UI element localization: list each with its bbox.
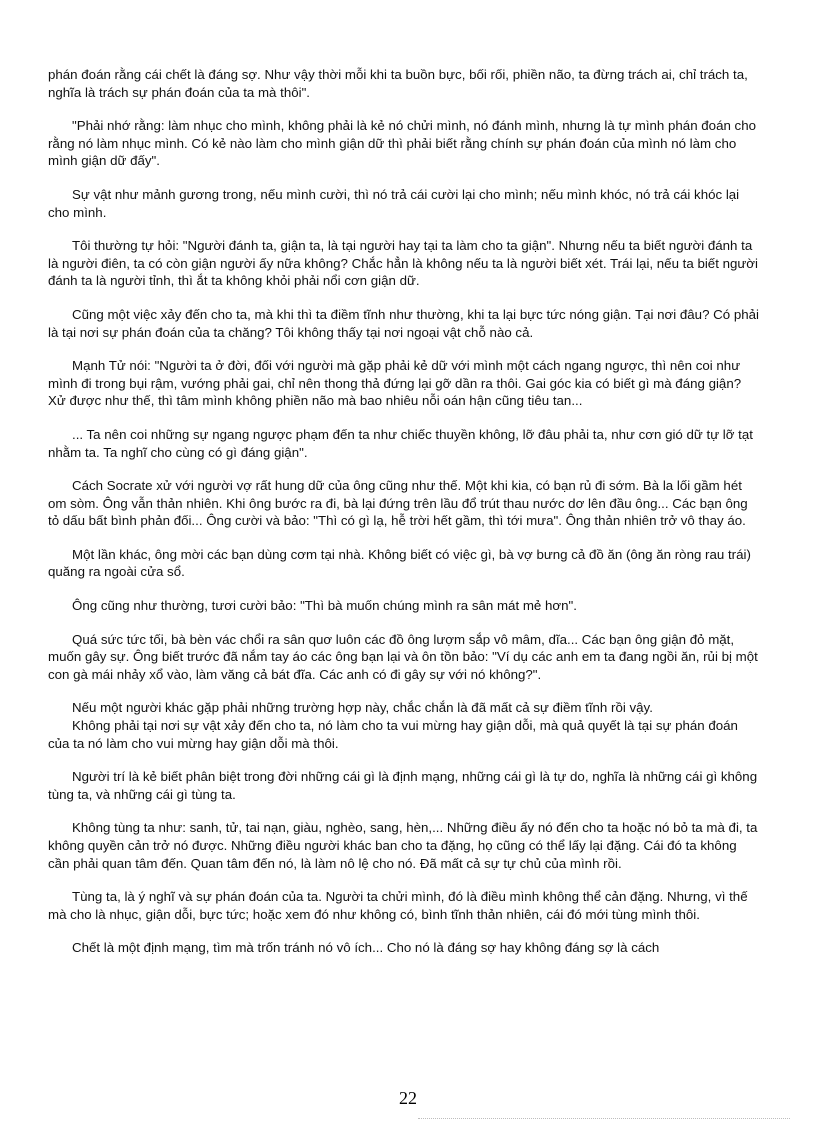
paragraph: Một lần khác, ông mời các bạn dùng cơm tại nhà. Không biết có việc gì, bà vợ bưng cả đồ ăn (ông ăn ròng rau trái) quăng ra ngoài cửa sổ. <box>48 546 751 580</box>
document-body <box>48 66 760 973</box>
page-number: 22 <box>399 1088 417 1108</box>
paragraph: Nếu một người khác gặp phải những trường hợp này, chắc chắn là đã mất cả sự điềm tĩnh rồi vậy. <box>72 700 653 716</box>
paragraph: Sự vật như mảnh gương trong, nếu mình cười, thì nó trả cái cười lại cho mình; nếu mình khóc, nó trả cái khóc lại cho mình. <box>48 186 740 220</box>
paragraph: Người trí là kẻ biết phân biệt trong đời những cái gì là định mạng, những cái gì là tự do, nghĩa là những cái gì không tùng ta, và những cái gì tùng ta. <box>48 769 758 802</box>
paragraph: Cũng một việc xảy đến cho ta, mà khi thì ta điềm tĩnh như thường, khi ta lại bực tức nóng giận. Tại nơi đâu? Có phải là tại nơi sự phán đoán của ta chăng? Tôi không thấy tại nơi ngoại vật chỗ nào cả. <box>48 306 759 340</box>
paragraph: Không tùng ta như: sanh, tử, tai nạn, giàu, nghèo, sang, hèn,... Những điều ấy nó đến cho ta hoặc nó bỏ ta mà đi, ta không quyền cản trở nó được. Những điều người khác ban cho ta đặng, họ cũng có thể lấy lại đặng. Cái đó ta không cần phải quan tâm đến. Quan tâm đến nó, là làm nô lệ cho nó. Đã mất cả sự tự chủ của mình rồi. <box>48 820 758 871</box>
paragraph: Tôi thường tự hỏi: "Người đánh ta, giận ta, là tại người hay tại ta làm cho ta giận". Nhưng nếu ta biết người đánh ta là người điên, ta có còn giận người ấy nữa không? Chắc hẳn là không nếu ta là người biết xét. Trái lại, nếu ta biết người đánh ta là người tỉnh, thì ắt ta không khỏi phải nổi cơn giận dữ. <box>48 238 758 289</box>
paragraph: Không phải tại nơi sự vật xảy đến cho ta, nó làm cho ta vui mừng hay giận dỗi, mà quả quyết là tại sự phán đoán của ta nó làm cho vui mừng hay giận dỗi mà thôi. <box>48 718 738 751</box>
paragraph: Tùng ta, là ý nghĩ và sự phán đoán của ta. Người ta chửi mình, đó là điều mình không thể cản đặng. Nhưng, vì thế mà cho là nhục, giận dỗi, bực tức; hoặc xem đó như không có, bình tĩnh thản nhiên, cái đó mới tùng mình thôi. <box>48 889 748 922</box>
paragraph: "Phải nhớ rằng: làm nhục cho mình, không phải là kẻ nó chửi mình, nó đánh mình, nhưng là tự mình phán đoán cho rằng nó làm nhục mình. Có kẻ nào làm cho mình giận dữ thì phải biết rằng chính sự phán đoán của mình nó làm cho mình giận dữ đấy". <box>48 118 756 169</box>
paragraph: ... Ta nên coi những sự ngang ngược phạm đến ta như chiếc thuyền không, lỡ đâu phải ta, như cơn gió dữ tự lỡ tạt nhằm ta. Ta nghĩ cho cùng có gì đáng giận". <box>48 426 753 460</box>
paragraph: Quá sức tức tối, bà bèn vác chổi ra sân quơ luôn các đồ ông lượm sắp vô mâm, dĩa... Các bạn ông giận đỏ mặt, muốn gây sự. Ông biết trước đã nắm tay áo các ông bạn lại và ôn tồn bảo: "Ví dụ các anh em ta đang ngồi ăn, rủi bị một con gà mái nhảy xổ vào, làm văng cả bát đĩa. Các anh có đi gây sự với nó không?". <box>48 631 758 682</box>
paragraph: phán đoán rằng cái chết là đáng sợ. Như vậy thời mỗi khi ta buồn bực, bối rối, phiền não, ta đừng trách ai, chỉ trách ta, nghĩa là trách sự phán đoán của ta mà thôi". <box>48 67 748 100</box>
paragraph: Mạnh Tử nói: "Người ta ở đời, đối với người mà gặp phải kẻ dữ với mình một cách ngang ngược, thì nên coi như mình đi trong bụi rậm, vướng phải gai, chỉ nên thong thả đứng lại gỡ dần ra thôi. Gai góc kia có biết gì mà đáng giận? Xử được như thế, thì tâm mình không phiền não mà bao nhiêu nỗi oán hận cũng tiêu tan... <box>48 358 742 409</box>
paragraph: Cách Socrate xử với người vợ rất hung dữ của ông cũng như thế. Một khi kia, có bạn rủ đi sớm. Bà la lối gầm hét om sòm. Ông vẫn thản nhiên. Khi ông bước ra đi, bà lại đứng trên lầu đổ trút thau nước dơ lên đầu ông... Các bạn ông tỏ dấu bất bình phản đối... Ông cười và bảo: "Thì có gì lạ, hễ trời hết gầm, thì tới mưa". Ông thản nhiên trở vô thay áo. <box>48 478 748 529</box>
footer-divider <box>418 1118 790 1119</box>
paragraph: Ông cũng như thường, tươi cười bảo: "Thì bà muốn chúng mình ra sân mát mẻ hơn". <box>72 598 577 614</box>
paragraph: Chết là một định mạng, tìm mà trốn tránh nó vô ích... Cho nó là đáng sợ hay không đáng sợ là cách <box>72 940 660 956</box>
